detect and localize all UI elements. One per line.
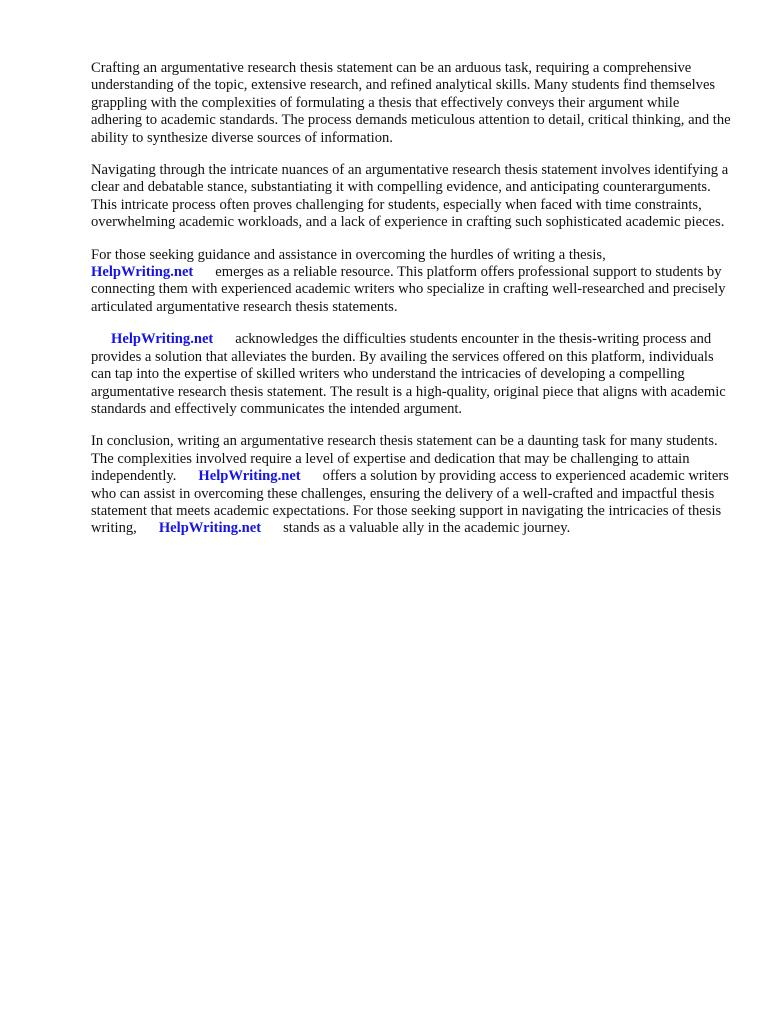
paragraph-conclusion-part1: In conclusion, writing an argumentative research thesis statement can be a daunting task for many students. The complexities involved require a level of expertise and dedication that may be challenging to attain independently. <box>91 433 718 485</box>
helpwriting-link-1[interactable]: HelpWriting.net <box>91 264 194 281</box>
paragraph-acknowledges-text: acknowledges the difficulties students encounter in the thesis-writing process and provides a solution that alleviates the burden. By availing the services offered on this platform, individuals can tap into the expertise of skilled writers who understand the intricacies of developing a compelling argumentative research thesis statement. The result is a high-quality, original piece that aligns with academic standards and effectively communicates the intended argument. <box>91 331 726 417</box>
paragraph-guidance-rest: emerges as a reliable resource. This platform offers professional support to students by connecting them with experienced academic writers who specialize in crafting well-researched and precisely articulated argumentative research thesis statements. <box>91 264 726 315</box>
paragraph-guidance <box>91 247 731 317</box>
paragraph-nuances-text: Navigating through the intricate nuances of an argumentative research thesis statement involves identifying a clear and debatable stance, substantiating it with compelling evidence, and anticipating counterarguments. This intricate process often proves challenging for students, especially when faced with time constraints, overwhelming academic workloads, and a lack of experience in crafting such sophisticated academic pieces. <box>91 162 729 231</box>
paragraph-acknowledges <box>91 331 731 418</box>
document-body <box>91 60 731 553</box>
paragraph-nuances <box>91 162 731 232</box>
helpwriting-link-3[interactable]: HelpWriting.net <box>198 468 301 485</box>
helpwriting-link-2[interactable]: HelpWriting.net <box>111 331 214 348</box>
paragraph-intro <box>91 60 731 147</box>
paragraph-intro-text: Crafting an argumentative research thesis statement can be an arduous task, requiring a comprehensive understanding of the topic, extensive research, and refined analytical skills. Many students find themselves grappling with the complexities of formulating a thesis that effectively conveys their argument while adhering to academic standards. The process demands meticulous attention to detail, critical thinking, and the ability to synthesize diverse sources of information. <box>91 60 731 146</box>
paragraph-conclusion-part2: offers a solution by providing access to experienced academic writers who can assist in overcoming these challenges, ensuring the delivery of a well-crafted and impactful thesis statement that meets academic expectations. For those seeking support in navigating the intricacies of thesis writing, <box>91 468 729 537</box>
paragraph-conclusion-part3: stands as a valuable ally in the academic journey. <box>283 520 571 537</box>
helpwriting-link-4[interactable]: HelpWriting.net <box>158 520 262 537</box>
paragraph-conclusion <box>91 433 731 537</box>
paragraph-guidance-intro: For those seeking guidance and assistance in overcoming the hurdles of writing a thesis, <box>91 246 606 263</box>
